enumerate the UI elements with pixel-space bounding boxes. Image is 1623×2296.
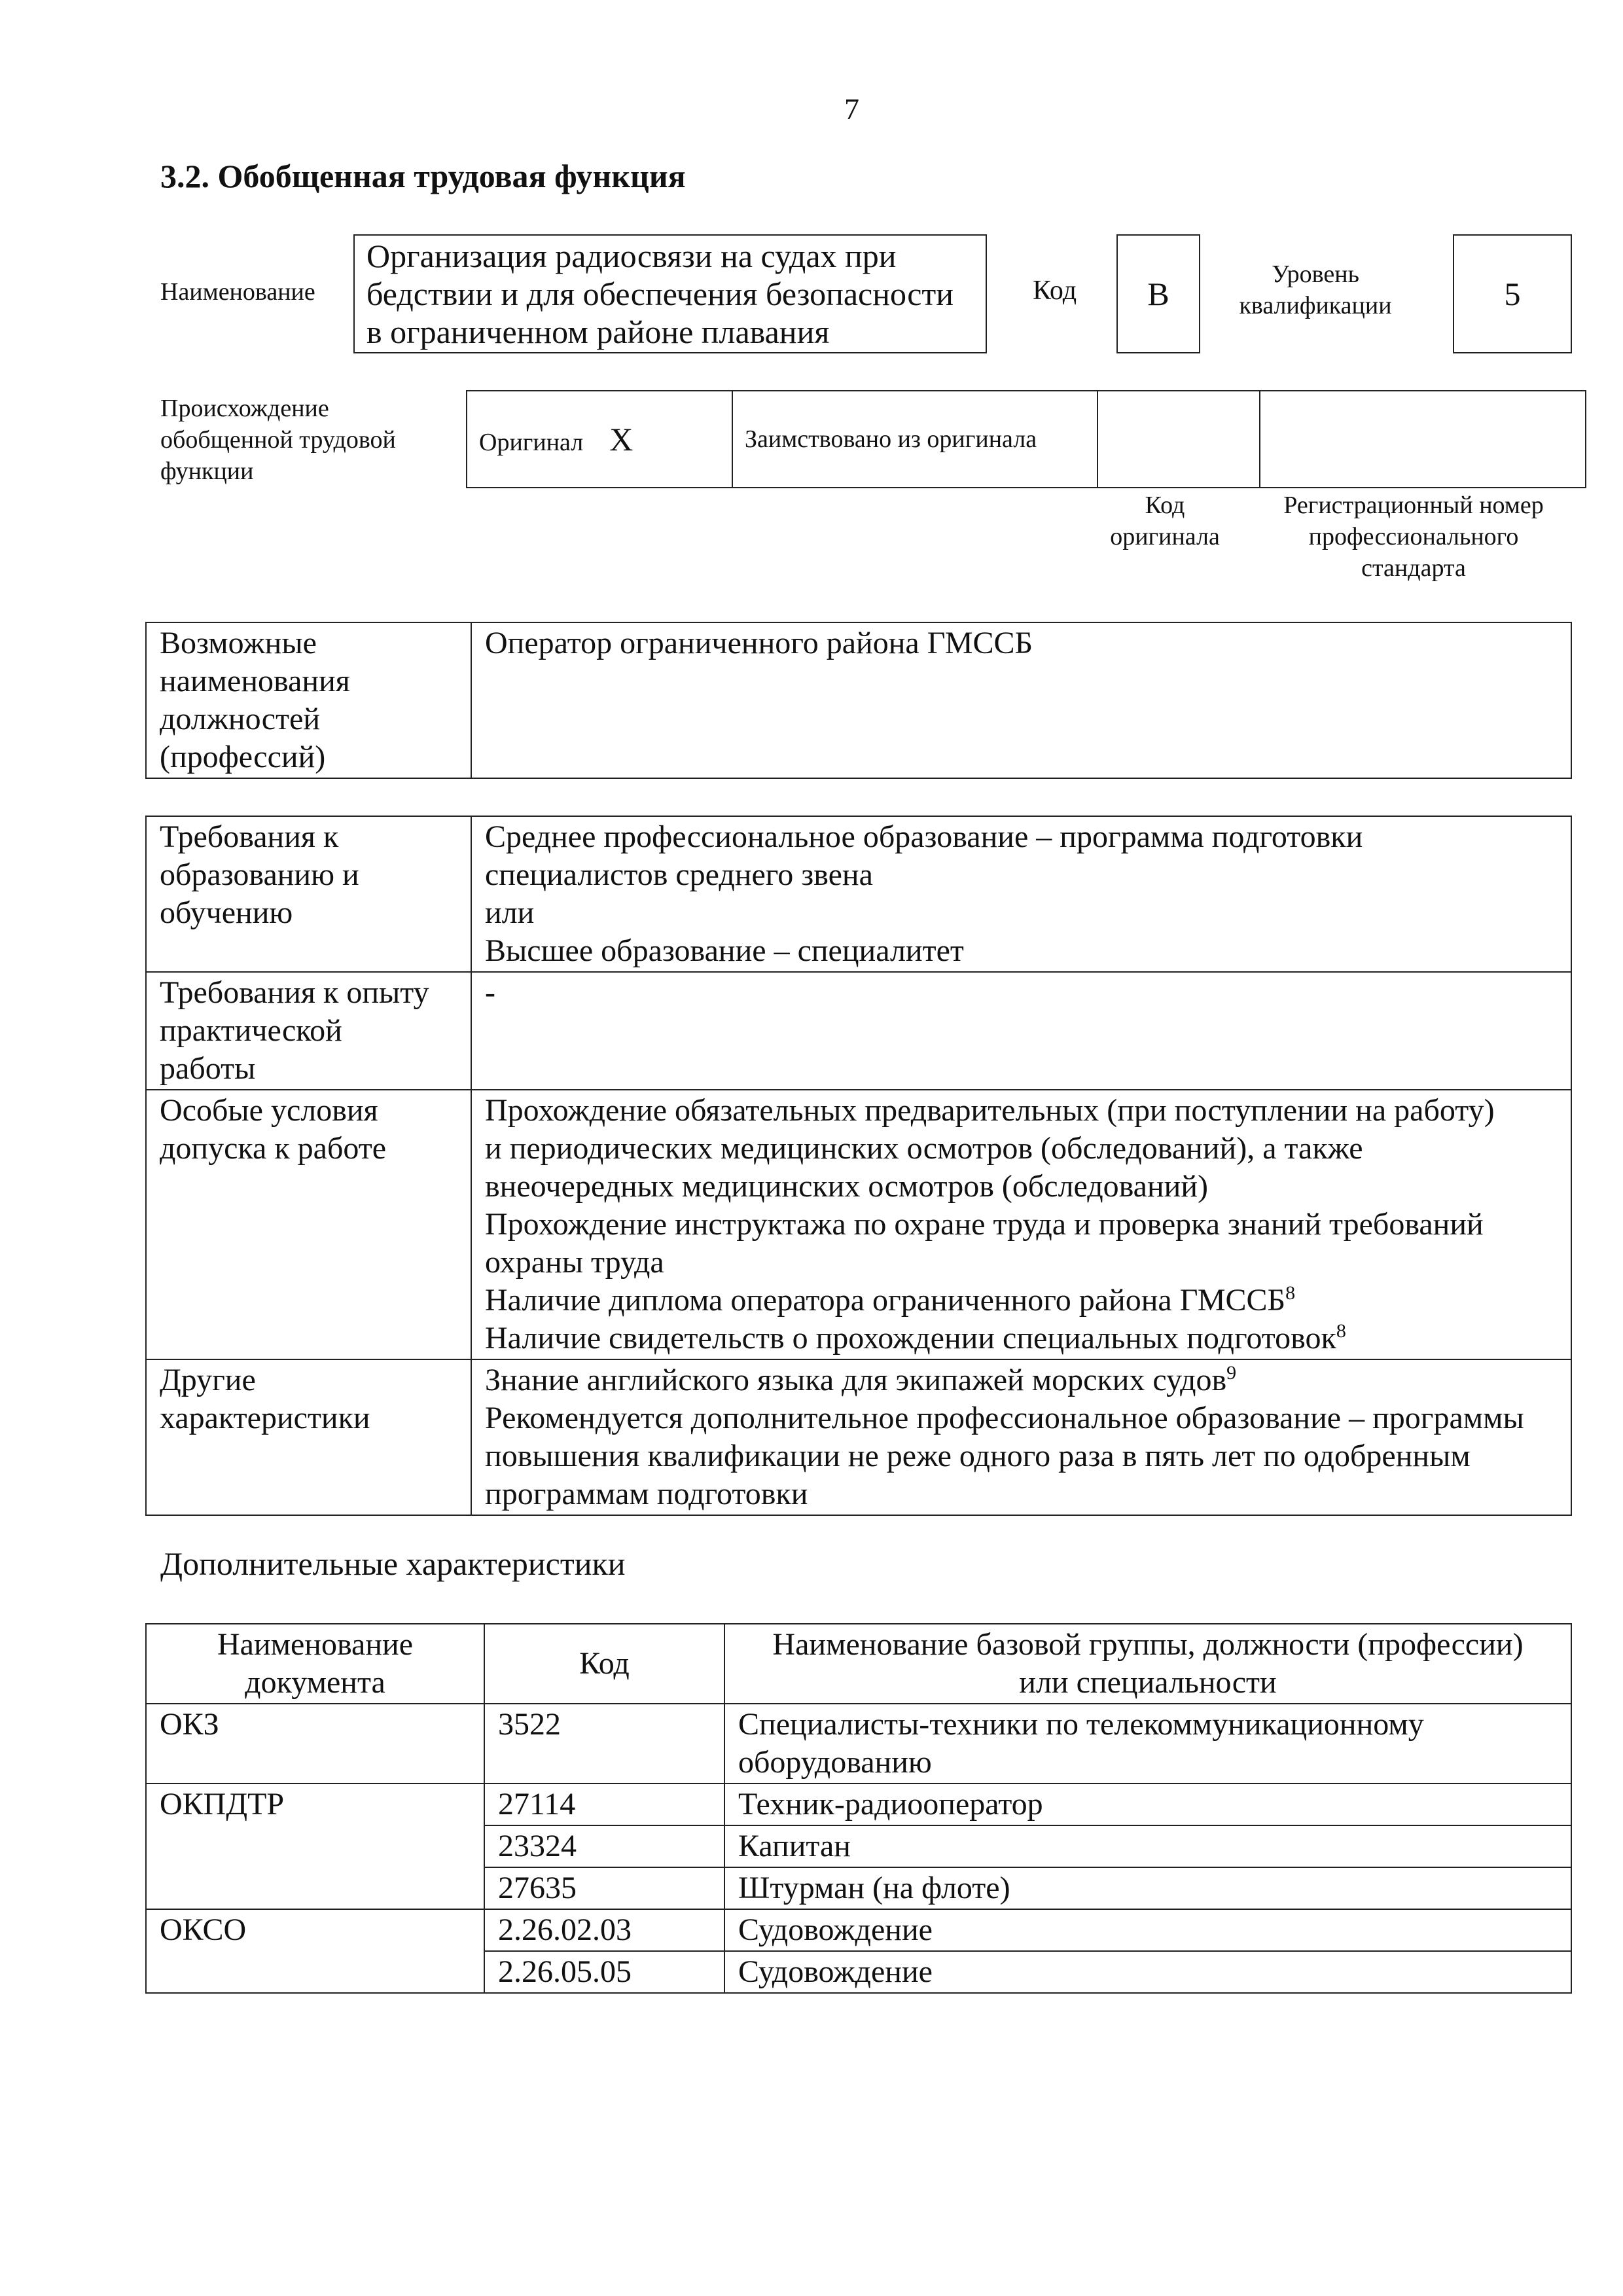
- origin-label: [160, 393, 396, 487]
- table-row: [146, 1909, 1571, 1951]
- value-line: и периодических медицинских осмотров (обследований), а также: [485, 1131, 1363, 1166]
- level-label-line: Уровень: [1272, 260, 1359, 288]
- requirements-table: [145, 816, 1572, 1516]
- borrowed-cell: Заимствовано из оригинала: [732, 391, 1097, 488]
- header-name: Наименование базовой группы, должности (профессии) или специальности: [724, 1624, 1571, 1704]
- experience-value-cell: [471, 972, 1571, 1090]
- function-name-line: в ограниченном районе плавания: [366, 314, 830, 350]
- label-line: допуска к работе: [160, 1131, 387, 1166]
- label-line: Требования к: [160, 819, 339, 854]
- value-line: -: [485, 975, 495, 1010]
- code-cell: 2.26.05.05: [484, 1951, 724, 1993]
- value-line: Рекомендуется дополнительное профессиональное образование – программы: [485, 1401, 1524, 1435]
- code-cell: 2.26.02.03: [484, 1909, 724, 1951]
- value-line: Высшее образование – специалитет: [485, 933, 964, 968]
- function-name-line: бедствии и для обеспечения безопасности: [366, 276, 954, 312]
- value-line: или: [485, 895, 535, 930]
- table-row: [146, 972, 1571, 1090]
- value-line: Среднее профессиональное образование – программа подготовки: [485, 819, 1363, 854]
- positions-value-cell: Оператор ограниченного района ГМССБ: [471, 622, 1571, 778]
- code-cell: 27114: [484, 1784, 724, 1825]
- footnote-ref: 8: [1336, 1320, 1346, 1342]
- education-value-cell: [471, 816, 1571, 972]
- original-code-caption: [1086, 490, 1243, 552]
- registration-number-cell: [1260, 391, 1586, 488]
- label-line: Особые условия: [160, 1093, 378, 1128]
- label-line: характеристики: [160, 1401, 370, 1435]
- label-line: должностей: [160, 702, 321, 736]
- table-row: [146, 816, 1571, 972]
- value-line: программам подготовки: [485, 1477, 808, 1511]
- table-row: [146, 1090, 1571, 1359]
- qualification-level-label: [1217, 259, 1414, 321]
- value-line: Знание английского языка для экипажей морских судов$^9$: [485, 1362, 1237, 1397]
- label-line: (профессий): [160, 740, 326, 774]
- admission-value-cell: [471, 1090, 1571, 1359]
- value-line: повышения квалификации не реже одного раза в пять лет по одобренным: [485, 1439, 1471, 1473]
- origin-label-line: Происхождение: [160, 395, 329, 422]
- origin-label-line: функции: [160, 457, 254, 485]
- code-value-box: B: [1116, 234, 1200, 353]
- qualification-level-box: 5: [1453, 234, 1572, 353]
- code-cell: 27635: [484, 1867, 724, 1909]
- origin-table: [466, 390, 1586, 488]
- experience-label-cell: [146, 972, 471, 1090]
- function-name-line: Организация радиосвязи на судах при: [366, 238, 897, 274]
- registration-number-caption: [1250, 490, 1577, 584]
- label-line: работы: [160, 1051, 256, 1086]
- function-name-box: [353, 234, 987, 353]
- name-cell: Техник-радиооператор: [724, 1784, 1571, 1825]
- other-value-cell: [471, 1359, 1571, 1515]
- name-cell: Судовождение: [724, 1951, 1571, 1993]
- other-label-cell: [146, 1359, 471, 1515]
- code-label: Код: [1033, 276, 1077, 306]
- label-line: образованию и: [160, 857, 359, 892]
- additional-characteristics-table: [145, 1623, 1572, 1994]
- header-document: Наименование документа: [146, 1624, 484, 1704]
- value-line: внеочередных медицинских осмотров (обследований): [485, 1169, 1209, 1204]
- admission-label-cell: [146, 1090, 471, 1359]
- name-cell: Судовождение: [724, 1909, 1571, 1951]
- name-cell: Штурман (на флоте): [724, 1867, 1571, 1909]
- table-row: [146, 1359, 1571, 1515]
- section-title: 3.2. Обобщенная трудовая функция: [160, 158, 686, 194]
- original-cell: [467, 391, 732, 488]
- origin-label-line: обобщенной трудовой: [160, 426, 396, 454]
- original-code-cell: [1097, 391, 1260, 488]
- table-row: [146, 1784, 1571, 1825]
- table-row: [146, 1704, 1571, 1784]
- name-cell: Капитан: [724, 1825, 1571, 1867]
- page-number: 7: [844, 92, 859, 126]
- level-label-line: квалификации: [1239, 292, 1392, 319]
- value-line: специалистов среднего звена: [485, 857, 873, 892]
- value-line: Наличие диплома оператора ограниченного района ГМССБ$^8$: [485, 1282, 1296, 1318]
- label-line: практической: [160, 1013, 342, 1048]
- label-line: обучению: [160, 895, 293, 930]
- name-label: Наименование: [160, 278, 315, 306]
- caption-line: стандарта: [1361, 554, 1466, 582]
- positions-table: [145, 622, 1572, 779]
- caption-line: профессионального: [1308, 523, 1519, 550]
- value-line: охраны труда: [485, 1245, 664, 1280]
- label-line: Возможные: [160, 626, 317, 660]
- value-line: Наличие свидетельств о прохождении специальных подготовок$^8$: [485, 1320, 1346, 1355]
- original-label: Оригинал: [479, 429, 584, 456]
- table-row: [146, 622, 1571, 778]
- name-cell: Специалисты-техники по телекоммуникационному оборудованию: [724, 1704, 1571, 1784]
- doc-cell: ОКПДТР: [146, 1784, 484, 1909]
- label-line: Требования к опыту: [160, 975, 429, 1010]
- footnote-ref: 8: [1285, 1282, 1296, 1304]
- label-line: наименования: [160, 664, 350, 698]
- code-cell: 3522: [484, 1704, 724, 1784]
- code-cell: 23324: [484, 1825, 724, 1867]
- doc-cell: ОКСО: [146, 1909, 484, 1993]
- label-line: Другие: [160, 1363, 256, 1397]
- caption-line: Регистрационный номер: [1283, 492, 1544, 519]
- positions-label-cell: [146, 622, 471, 778]
- header-code: Код: [484, 1624, 724, 1704]
- caption-line: оригинала: [1110, 523, 1220, 550]
- original-mark: X: [609, 421, 633, 457]
- doc-cell: ОКЗ: [146, 1704, 484, 1784]
- education-label-cell: [146, 816, 471, 972]
- value-line: Прохождение обязательных предварительных (при поступлении на работу): [485, 1093, 1495, 1128]
- value-line: Прохождение инструктажа по охране труда и проверка знаний требований: [485, 1207, 1484, 1242]
- caption-line: Код: [1145, 492, 1185, 519]
- additional-characteristics-title: Дополнительные характеристики: [160, 1545, 626, 1582]
- table-header-row: [146, 1624, 1571, 1704]
- footnote-ref: 9: [1226, 1362, 1237, 1384]
